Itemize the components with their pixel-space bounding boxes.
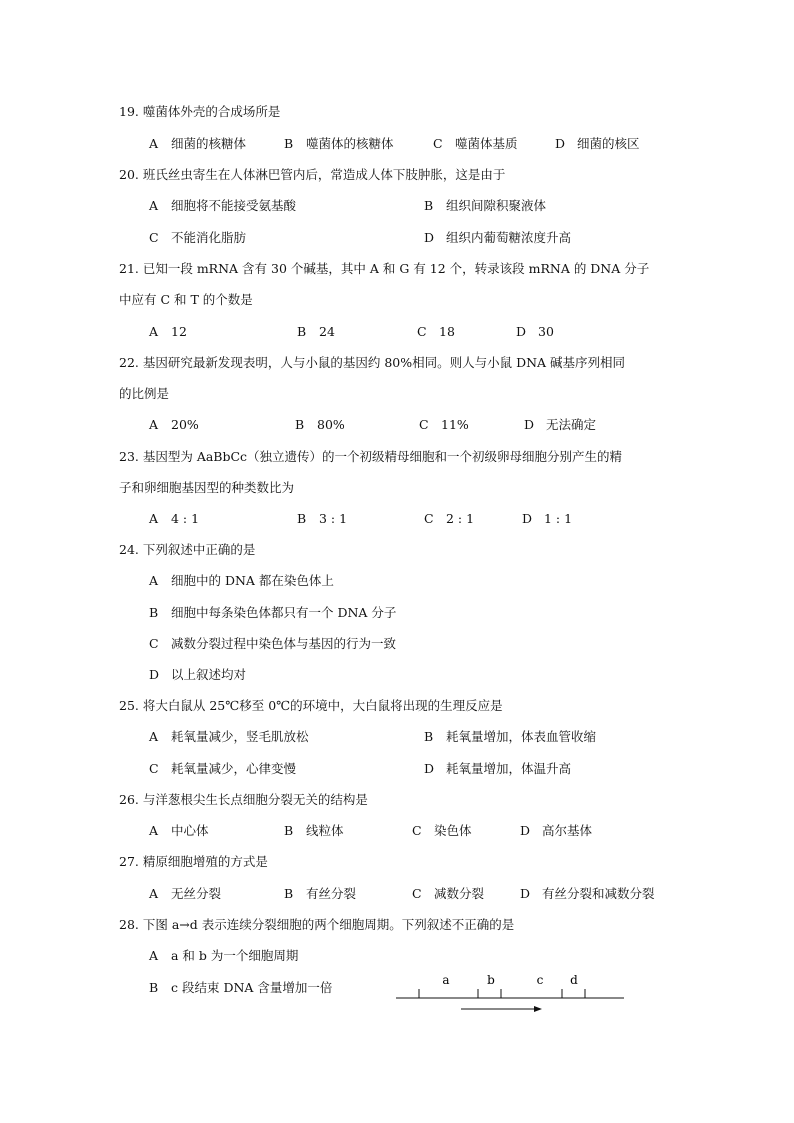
q28-option-b	[149, 980, 332, 996]
q22-option-a	[149, 417, 199, 433]
option-letter: C	[149, 761, 159, 776]
option-letter: A	[149, 729, 159, 744]
q25-option-d	[424, 761, 571, 777]
option-letter: B	[424, 729, 434, 744]
option-letter: D	[522, 511, 533, 526]
q19-option-d	[555, 136, 640, 152]
question-23-stem-cont: 子和卵细胞基因型的种类数比为	[119, 480, 295, 495]
option-text: 无法确定	[546, 417, 597, 432]
q28-option-a	[149, 948, 298, 964]
option-text: 30	[538, 324, 554, 339]
q19-option-c	[433, 136, 518, 152]
option-letter: B	[149, 605, 159, 620]
option-text: 有丝分裂和减数分裂	[542, 886, 655, 901]
option-letter: C	[433, 136, 443, 151]
q24-option-a	[149, 573, 334, 589]
option-letter: B	[284, 136, 294, 151]
option-text: 细菌的核糖体	[171, 136, 247, 151]
option-text: 组织内葡萄糖浓度升高	[446, 230, 572, 245]
option-letter: D	[555, 136, 566, 151]
q22-option-c	[419, 417, 469, 433]
option-text: a 和 b 为一个细胞周期	[171, 948, 299, 963]
q25-option-a	[149, 729, 309, 745]
q24-option-c	[149, 636, 396, 652]
question-22-stem-cont: 的比例是	[119, 386, 170, 401]
option-letter: A	[149, 886, 159, 901]
q25-option-c	[149, 761, 296, 777]
segment-label-c: c	[536, 973, 544, 987]
option-text: 不能消化脂肪	[171, 230, 247, 245]
option-letter: A	[149, 948, 159, 963]
option-text: 20%	[171, 417, 199, 432]
option-letter: C	[424, 511, 434, 526]
arrow-head-icon	[534, 1006, 542, 1012]
option-text: 减数分裂	[434, 886, 485, 901]
option-letter: B	[297, 324, 307, 339]
option-letter: A	[149, 198, 159, 213]
q21-option-b	[297, 324, 335, 340]
option-text: 线粒体	[306, 823, 344, 838]
q26-option-d	[520, 823, 592, 839]
question-24-stem: 24. 下列叙述中正确的是	[119, 542, 256, 557]
option-text: 11%	[441, 417, 469, 432]
option-letter: D	[520, 823, 531, 838]
question-22-stem: 22. 基因研究最新发现表明，人与小鼠的基因约 80%相同。则人与小鼠 DNA 碱基序列相同	[119, 355, 626, 370]
option-letter: C	[412, 823, 422, 838]
question-27-stem: 27. 精原细胞增殖的方式是	[119, 854, 268, 869]
q27-option-c	[412, 886, 484, 902]
option-letter: D	[424, 230, 435, 245]
q23-option-c	[424, 511, 474, 527]
q27-option-d	[520, 886, 655, 902]
option-text: 耗氧量增加，体温升高	[446, 761, 572, 776]
question-28-stem: 28. 下图 a→d 表示连续分裂细胞的两个细胞周期。下列叙述不正确的是	[119, 917, 515, 932]
option-letter: A	[149, 324, 159, 339]
option-letter: C	[419, 417, 429, 432]
segment-label-d: d	[570, 973, 578, 987]
question-19-stem: 19. 噬菌体外壳的合成场所是	[119, 104, 281, 119]
option-text: 4 : 1	[171, 511, 200, 526]
option-text: 无丝分裂	[171, 886, 222, 901]
option-text: 以上叙述均对	[171, 667, 247, 682]
option-text: 12	[171, 324, 187, 339]
q26-option-a	[149, 823, 209, 839]
option-letter: B	[149, 980, 159, 995]
option-text: c 段结束 DNA 含量增加一倍	[171, 980, 333, 995]
option-letter: C	[149, 636, 159, 651]
option-letter: D	[520, 886, 531, 901]
option-letter: D	[516, 324, 527, 339]
option-letter: A	[149, 417, 159, 432]
q23-option-a	[149, 511, 199, 527]
q24-option-b	[149, 605, 396, 621]
q25-option-b	[424, 729, 596, 745]
q26-option-c	[412, 823, 472, 839]
option-letter: B	[297, 511, 307, 526]
q26-option-b	[284, 823, 344, 839]
cell-cycle-diagram	[388, 970, 638, 1020]
question-26-stem: 26. 与洋葱根尖生长点细胞分裂无关的结构是	[119, 792, 368, 807]
option-letter: C	[412, 886, 422, 901]
option-text: 80%	[317, 417, 345, 432]
option-text: 染色体	[434, 823, 472, 838]
q22-option-b	[295, 417, 345, 433]
option-letter: D	[149, 667, 160, 682]
option-text: 有丝分裂	[306, 886, 357, 901]
option-letter: C	[149, 230, 159, 245]
q23-option-d	[522, 511, 572, 527]
option-text: 噬菌体的核糖体	[306, 136, 394, 151]
option-text: 细胞将不能接受氨基酸	[171, 198, 297, 213]
option-text: 中心体	[171, 823, 209, 838]
option-text: 18	[439, 324, 455, 339]
option-letter: B	[284, 886, 294, 901]
q19-option-b	[284, 136, 394, 152]
option-text: 细胞中的 DNA 都在染色体上	[171, 573, 334, 588]
option-letter: B	[295, 417, 305, 432]
option-text: 组织间隙积聚液体	[446, 198, 547, 213]
segment-label-a: a	[442, 973, 450, 987]
q23-option-b	[297, 511, 347, 527]
option-text: 耗氧量减少，心律变慢	[171, 761, 297, 776]
option-text: 3 : 1	[319, 511, 348, 526]
option-text: 细胞中每条染色体都只有一个 DNA 分子	[171, 605, 397, 620]
option-text: 耗氧量减少，竖毛肌放松	[171, 729, 309, 744]
q21-option-a	[149, 324, 187, 340]
question-25-stem: 25. 将大白鼠从 25℃移至 0℃的环境中，大白鼠将出现的生理反应是	[119, 698, 503, 713]
option-letter: C	[417, 324, 427, 339]
option-text: 细菌的核区	[577, 136, 640, 151]
option-letter: B	[284, 823, 294, 838]
option-letter: A	[149, 823, 159, 838]
question-20-stem: 20. 班氏丝虫寄生在人体淋巴管内后，常造成人体下肢肿胀，这是由于	[119, 167, 506, 182]
q20-option-d	[424, 230, 571, 246]
option-text: 噬菌体基质	[455, 136, 518, 151]
question-21-stem-cont: 中应有 C 和 T 的个数是	[119, 292, 253, 307]
q24-option-d	[149, 667, 246, 683]
q27-option-b	[284, 886, 356, 902]
q22-option-d	[524, 417, 596, 433]
segment-label-b: b	[487, 973, 495, 987]
option-text: 耗氧量增加，体表血管收缩	[446, 729, 597, 744]
option-letter: D	[424, 761, 435, 776]
option-text: 减数分裂过程中染色体与基因的行为一致	[171, 636, 397, 651]
option-text: 1 : 1	[544, 511, 573, 526]
option-letter: A	[149, 136, 159, 151]
q21-option-c	[417, 324, 455, 340]
option-letter: B	[424, 198, 434, 213]
option-text: 高尔基体	[542, 823, 593, 838]
option-text: 2 : 1	[446, 511, 475, 526]
option-letter: A	[149, 511, 159, 526]
option-letter: A	[149, 573, 159, 588]
option-letter: D	[524, 417, 535, 432]
q20-option-a	[149, 198, 296, 214]
q27-option-a	[149, 886, 221, 902]
question-23-stem: 23. 基因型为 AaBbCc（独立遗传）的一个初级精母细胞和一个初级卵母细胞分别产生的精	[119, 449, 623, 464]
option-text: 24	[319, 324, 335, 339]
q20-option-b	[424, 198, 546, 214]
q19-option-a	[149, 136, 246, 152]
question-21-stem: 21. 已知一段 mRNA 含有 30 个碱基，其中 A 和 G 有 12 个，转录该段 mRNA 的 DNA 分子	[119, 261, 650, 276]
q21-option-d	[516, 324, 554, 340]
q20-option-c	[149, 230, 246, 246]
